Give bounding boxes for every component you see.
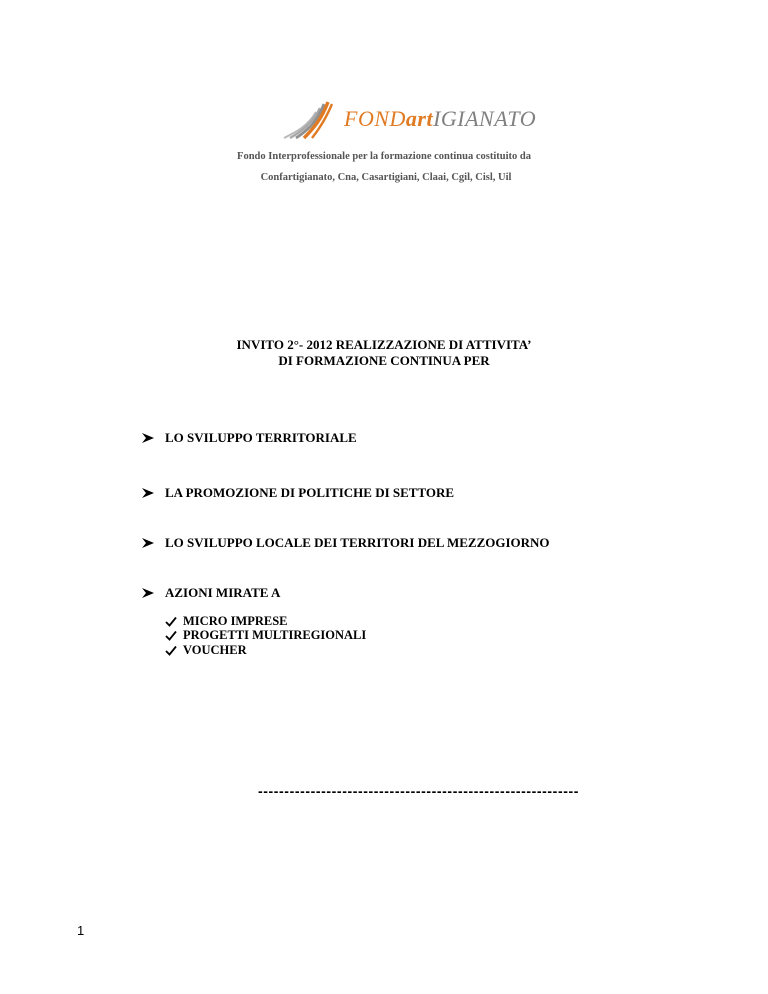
document-title-line-2: DI FORMAZIONE CONTINUA PER <box>278 353 490 368</box>
dashed-separator: ------------------------------------------------------------- <box>258 783 579 799</box>
arrow-bullet-icon <box>141 432 155 444</box>
bullet-label: AZIONI MIRATE A <box>165 585 281 600</box>
bullet-item <box>141 429 357 446</box>
checkmark-icon <box>165 616 177 627</box>
logo-art: art <box>405 106 434 131</box>
logo-igianato: IGIANATO <box>433 106 537 131</box>
sub-list-item <box>165 614 288 629</box>
checkmark-icon <box>165 630 177 641</box>
sub-item-label: MICRO IMPRESE <box>183 614 288 628</box>
checkmark-icon <box>165 645 177 656</box>
sub-item-label: VOUCHER <box>183 643 247 657</box>
swoosh-icon <box>282 98 340 140</box>
arrow-bullet-icon <box>141 587 155 599</box>
sub-list-item <box>165 643 247 658</box>
sub-list-item <box>165 628 366 643</box>
bullet-label: LA PROMOZIONE DI POLITICHE DI SETTORE <box>165 485 455 500</box>
bullet-item <box>141 484 454 501</box>
page-number: 1 <box>77 923 85 938</box>
bullet-item <box>141 534 550 551</box>
logo-fond: FOND <box>344 106 406 131</box>
document-title-line-1: INVITO 2°- 2012 REALIZZAZIONE DI ATTIVITA’ <box>236 337 532 352</box>
bullet-item <box>141 584 280 601</box>
sub-item-label: PROGETTI MULTIREGIONALI <box>183 628 367 642</box>
bullet-label: LO SVILUPPO LOCALE DEI TERRITORI DEL MEZZOGIORNO <box>165 535 550 550</box>
arrow-bullet-icon <box>141 537 155 549</box>
bullet-label: LO SVILUPPO TERRITORIALE <box>165 430 357 445</box>
logo-wordmark <box>344 106 536 132</box>
fondartigianato-logo <box>282 98 542 140</box>
header-line-2: Confartigianato, Cna, Casartigiani, Claai, Cgil, Cisl, Uil <box>260 172 512 183</box>
arrow-bullet-icon <box>141 487 155 499</box>
header-line-1: Fondo Interprofessionale per la formazione continua costituito da <box>237 151 531 162</box>
